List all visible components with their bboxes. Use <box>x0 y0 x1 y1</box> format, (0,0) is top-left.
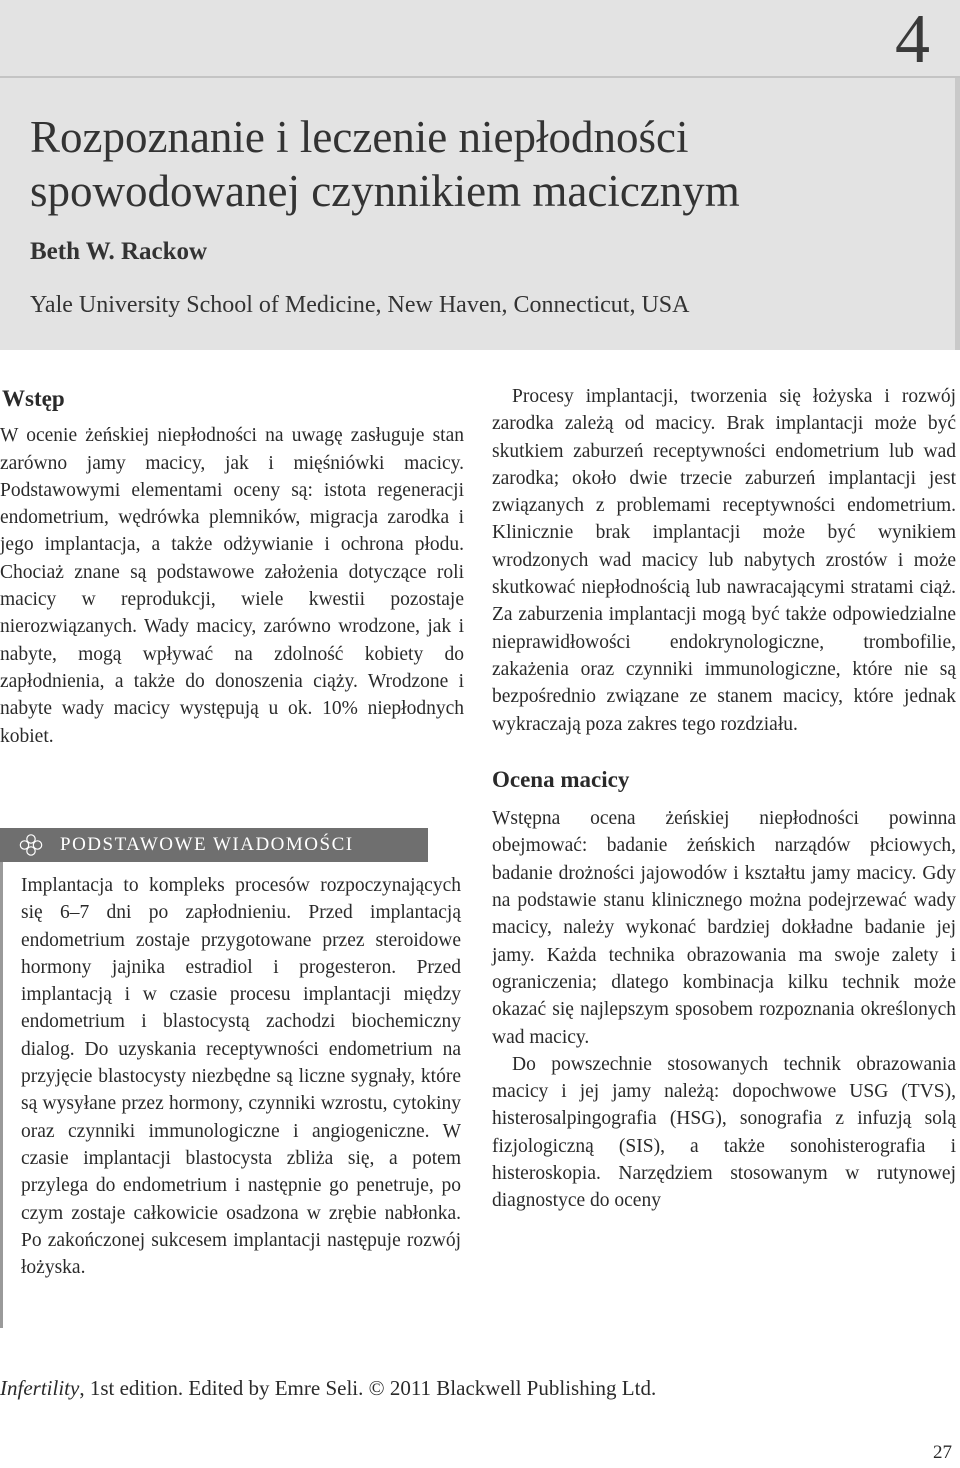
book-title: Infertility <box>0 1376 80 1400</box>
copyright-footnote <box>0 1376 656 1401</box>
cells-icon <box>18 833 44 862</box>
chapter-title-line1: Rozpoznanie i leczenie niepłodności <box>30 112 689 162</box>
right-column <box>492 383 956 1215</box>
author: Beth W. Rackow <box>30 238 208 265</box>
key-points-header <box>0 828 428 862</box>
key-points-title: PODSTAWOWE WIADOMOŚCI <box>60 834 354 855</box>
right-paragraph-3: Do powszechnie stosowanych technik obrazowania macicy i jej jamy należą: dopochwowe USG (TVS), histerosalpingografia (HSG), sonografia z infuzją solą fizjologiczną (SIS), a także sonohisterografia i histeroskopia. Narzędziem stosowanym w rutynowej diagnostyce do oceny <box>492 1053 956 1212</box>
chapter-bar <box>0 0 960 78</box>
affiliation: Yale University School of Medicine, New Haven, Connecticut, USA <box>30 292 690 318</box>
key-points-box <box>0 828 461 1328</box>
left-column <box>0 385 464 750</box>
chapter-title <box>30 110 740 218</box>
chapter-number: 4 <box>895 1 930 78</box>
page-number: 27 <box>933 1442 952 1463</box>
right-paragraph-1: Procesy implantacji, tworzenia się łożyska i rozwój zarodka zależą od macicy. Brak implantacji może być skutkiem zaburzeń receptywności endometrium lub wad zarodka; około dwie trzecie zaburzeń implantacji jest związanych z problemami receptywności endometrium. Klinicznie brak implantacji może być wynikiem wrodzonych wad macicy lub nabytych zrostów i może skutkować niepłodnością lub nawracającymi stratami ciąż. Za zaburzenia implantacji mogą być także odpowiedzialne nieprawidłowości endokrynologiczne, trombofilie, zakażenia oraz czynniki immunologiczne, które nie są bezpośrednio związane ze stanem macicy, które jednak wykraczają poza zakres tego rozdziału. <box>492 386 956 735</box>
key-points-body <box>21 872 461 1281</box>
key-points-text: Implantacja to kompleks procesów rozpoczynających się 6–7 dni po zapłodnieniu. Przed implantacją endometrium zostaje przygotowane przez steroidowe hormony jajnika estradiol i progesteron. Przed implantacją i w czasie procesu implantacji między endometrium i blastocystą zachodzi biochemiczny dialog. Do uzyskania receptywności endometrium na przyjęcie blastocysty niezbędne są liczne sygnały, które są wysyłane przez hormony, czynniki wzrostu, cytokiny oraz czynniki immunologiczne i angiogeniczne. W czasie implantacji blastocysta zbliża się, a potem przylega do endometrium i następnie go penetruje, po czym zostaje całkowicie osadzona w zrębie nabłonka. Po zakończonej sukcesem implantacji następuje rozwój łożyska. <box>21 875 461 1279</box>
intro-paragraph: W ocenie żeńskiej niepłodności na uwagę zasługuje stan zarówno jamy macicy, jak i mięśniówki macicy. Podstawowymi elementami oceny są: istota regeneracji endometrium, wędrówka plemników, migracja zarodka i jego implantacja, a także odżywianie i ochrona płodu. Chociaż znane są podstawowe założenia dotyczące roli macicy w reprodukcji, wiele kwestii pozostaje nierozwiązanych. Wady macicy, zarówno wrodzone, jak i nabyte, mogą wpływać na zdolność kobiety do zapłodnienia, a także do donoszenia ciąży. Wrodzone i nabyte wady macicy występują u ok. 10% niepłodnych kobiet. <box>0 425 464 747</box>
section-heading-assessment: Ocena macicy <box>492 766 630 792</box>
section-heading-intro: Wstęp <box>2 386 65 411</box>
chapter-title-line2: spowodowanej czynnikiem macicznym <box>30 166 740 216</box>
right-paragraph-2: Wstępna ocena żeńskiej niepłodności powinna obejmować: badanie żeńskich narządów płciowych, badanie drożności jajowodów i kształtu jamy macicy. Gdy na podstawie stanu klinicznego można podejrzewać wady macicy, należy wykonać bardziej dokładne badanie jej jamy. Każda technika obrazowania ma swoje zalety i ograniczenia; dlatego kombinacja kilku technik może okazać się najlepszym sposobem rozpoznania określonych wad macicy. <box>492 808 956 1048</box>
citation-text: , 1st edition. Edited by Emre Seli. © 2011 Blackwell Publishing Ltd. <box>79 1376 657 1400</box>
